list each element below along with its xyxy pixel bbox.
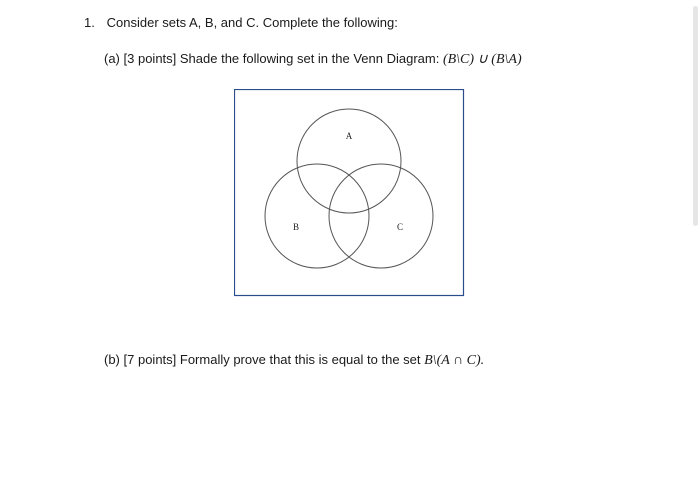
question-number: 1. <box>84 15 95 30</box>
scrollbar-thumb[interactable] <box>693 6 698 226</box>
label-a: A <box>345 131 353 141</box>
question-heading <box>84 15 398 30</box>
label-b: B <box>292 222 300 232</box>
part-a-label: (a) <box>104 51 120 66</box>
part-b-label: (b) <box>104 352 120 367</box>
universal-set-frame <box>235 90 464 296</box>
question-prompt: Consider sets A, B, and C. Complete the following: <box>106 15 398 30</box>
scrollbar[interactable] <box>690 0 700 480</box>
part-a <box>104 51 522 68</box>
label-c: C <box>396 222 404 232</box>
venn-diagram-svg <box>234 89 465 297</box>
part-b-text: [7 points] Formally prove that this is equal to the set <box>123 352 421 367</box>
venn-diagram <box>234 89 465 297</box>
part-a-expression: (B\C) ∪ (B\A) <box>442 52 522 67</box>
part-a-text: [3 points] Shade the following set in the Venn Diagram: <box>123 51 440 66</box>
part-b-expression: B\(A ∩ C). <box>424 353 485 368</box>
part-b <box>104 352 484 369</box>
